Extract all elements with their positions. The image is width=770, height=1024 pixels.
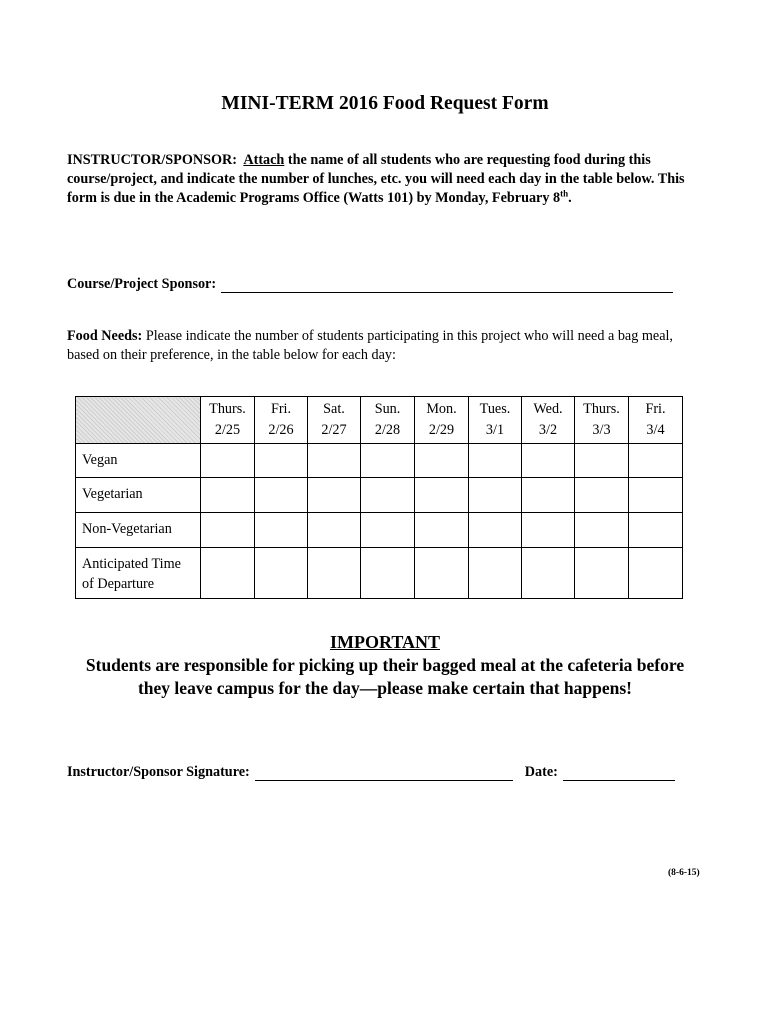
food-needs-text: [67, 327, 707, 365]
count-cell[interactable]: [415, 478, 469, 513]
instructions: [67, 151, 717, 208]
row-label-vegetarian: Vegetarian: [76, 478, 201, 513]
time-cell[interactable]: [361, 548, 415, 599]
day-header: Fri. 2/26: [255, 397, 308, 444]
count-cell[interactable]: [575, 513, 629, 548]
instructions-end: .: [568, 190, 572, 206]
signature-field[interactable]: [255, 766, 513, 781]
sponsor-row: [67, 276, 707, 293]
table-row: [76, 513, 683, 548]
count-cell[interactable]: [308, 444, 361, 478]
count-cell[interactable]: [201, 513, 255, 548]
food-needs-label: Food Needs:: [67, 328, 143, 344]
time-cell[interactable]: [522, 548, 575, 599]
row-label-departure-time: Anticipated Time of Departure: [76, 548, 201, 599]
table-row: [76, 444, 683, 478]
count-cell[interactable]: [629, 513, 683, 548]
count-cell[interactable]: [629, 478, 683, 513]
time-cell[interactable]: [255, 548, 308, 599]
sponsor-label: Course/Project Sponsor:: [67, 276, 217, 292]
revision-code: (8-6-15): [668, 868, 700, 878]
day-header: Tues. 3/1: [469, 397, 522, 444]
count-cell[interactable]: [415, 444, 469, 478]
count-cell[interactable]: [522, 513, 575, 548]
count-cell[interactable]: [361, 444, 415, 478]
important-heading: IMPORTANT: [329, 632, 441, 652]
count-cell[interactable]: [308, 513, 361, 548]
count-cell[interactable]: [469, 513, 522, 548]
table-header-row: [76, 397, 683, 444]
day-header: Wed. 3/2: [522, 397, 575, 444]
signature-row: [67, 764, 707, 781]
count-cell[interactable]: [255, 513, 308, 548]
day-header: Sat. 2/27: [308, 397, 361, 444]
count-cell[interactable]: [361, 513, 415, 548]
row-label-non-vegetarian: Non-Vegetarian: [76, 513, 201, 548]
time-cell[interactable]: [415, 548, 469, 599]
food-needs-instructions: Please indicate the number of students participating in this project who will need a bag meal, based on their preference, in the table below for each day:: [67, 328, 673, 363]
signature-label: Instructor/Sponsor Signature:: [67, 764, 250, 780]
date-suffix: th: [560, 188, 569, 199]
count-cell[interactable]: [522, 478, 575, 513]
food-request-table: [75, 396, 683, 599]
count-cell[interactable]: [361, 478, 415, 513]
time-cell[interactable]: [629, 548, 683, 599]
day-header: Thurs. 2/25: [201, 397, 255, 444]
time-cell[interactable]: [201, 548, 255, 599]
count-cell[interactable]: [575, 478, 629, 513]
day-header: Thurs. 3/3: [575, 397, 629, 444]
count-cell[interactable]: [469, 478, 522, 513]
notice-line-1: Students are responsible for picking up their bagged meal at the cafeteria before: [85, 655, 685, 675]
table-row: [76, 478, 683, 513]
table-row: [76, 548, 683, 599]
row-label-vegan: Vegan: [76, 444, 201, 478]
count-cell[interactable]: [415, 513, 469, 548]
date-field[interactable]: [563, 766, 675, 781]
count-cell[interactable]: [255, 478, 308, 513]
count-cell[interactable]: [522, 444, 575, 478]
day-header: Fri. 3/4: [629, 397, 683, 444]
count-cell[interactable]: [255, 444, 308, 478]
attach-word: Attach: [243, 152, 285, 168]
day-header: Sun. 2/28: [361, 397, 415, 444]
date-label: Date:: [524, 764, 558, 780]
count-cell[interactable]: [629, 444, 683, 478]
count-cell[interactable]: [575, 444, 629, 478]
sponsor-field[interactable]: [221, 278, 673, 293]
important-notice: [60, 654, 710, 700]
day-header: Mon. 2/29: [415, 397, 469, 444]
form-title: MINI-TERM 2016 Food Request Form: [221, 93, 549, 114]
time-cell[interactable]: [575, 548, 629, 599]
time-cell[interactable]: [308, 548, 361, 599]
time-cell[interactable]: [469, 548, 522, 599]
corner-cell: [76, 397, 201, 444]
notice-line-2: they leave campus for the day—please make certain that happens!: [137, 678, 633, 698]
instructions-text: the name of all students who are requesting food during this course/project, and indicate the number of lunches, etc. you will need each day in the table below. This form is due in the Academic Programs Office (Watts 101) by Monday, February 8: [67, 152, 685, 206]
count-cell[interactable]: [201, 478, 255, 513]
count-cell[interactable]: [469, 444, 522, 478]
instructions-label: INSTRUCTOR/SPONSOR:: [67, 152, 238, 168]
count-cell[interactable]: [201, 444, 255, 478]
count-cell[interactable]: [308, 478, 361, 513]
